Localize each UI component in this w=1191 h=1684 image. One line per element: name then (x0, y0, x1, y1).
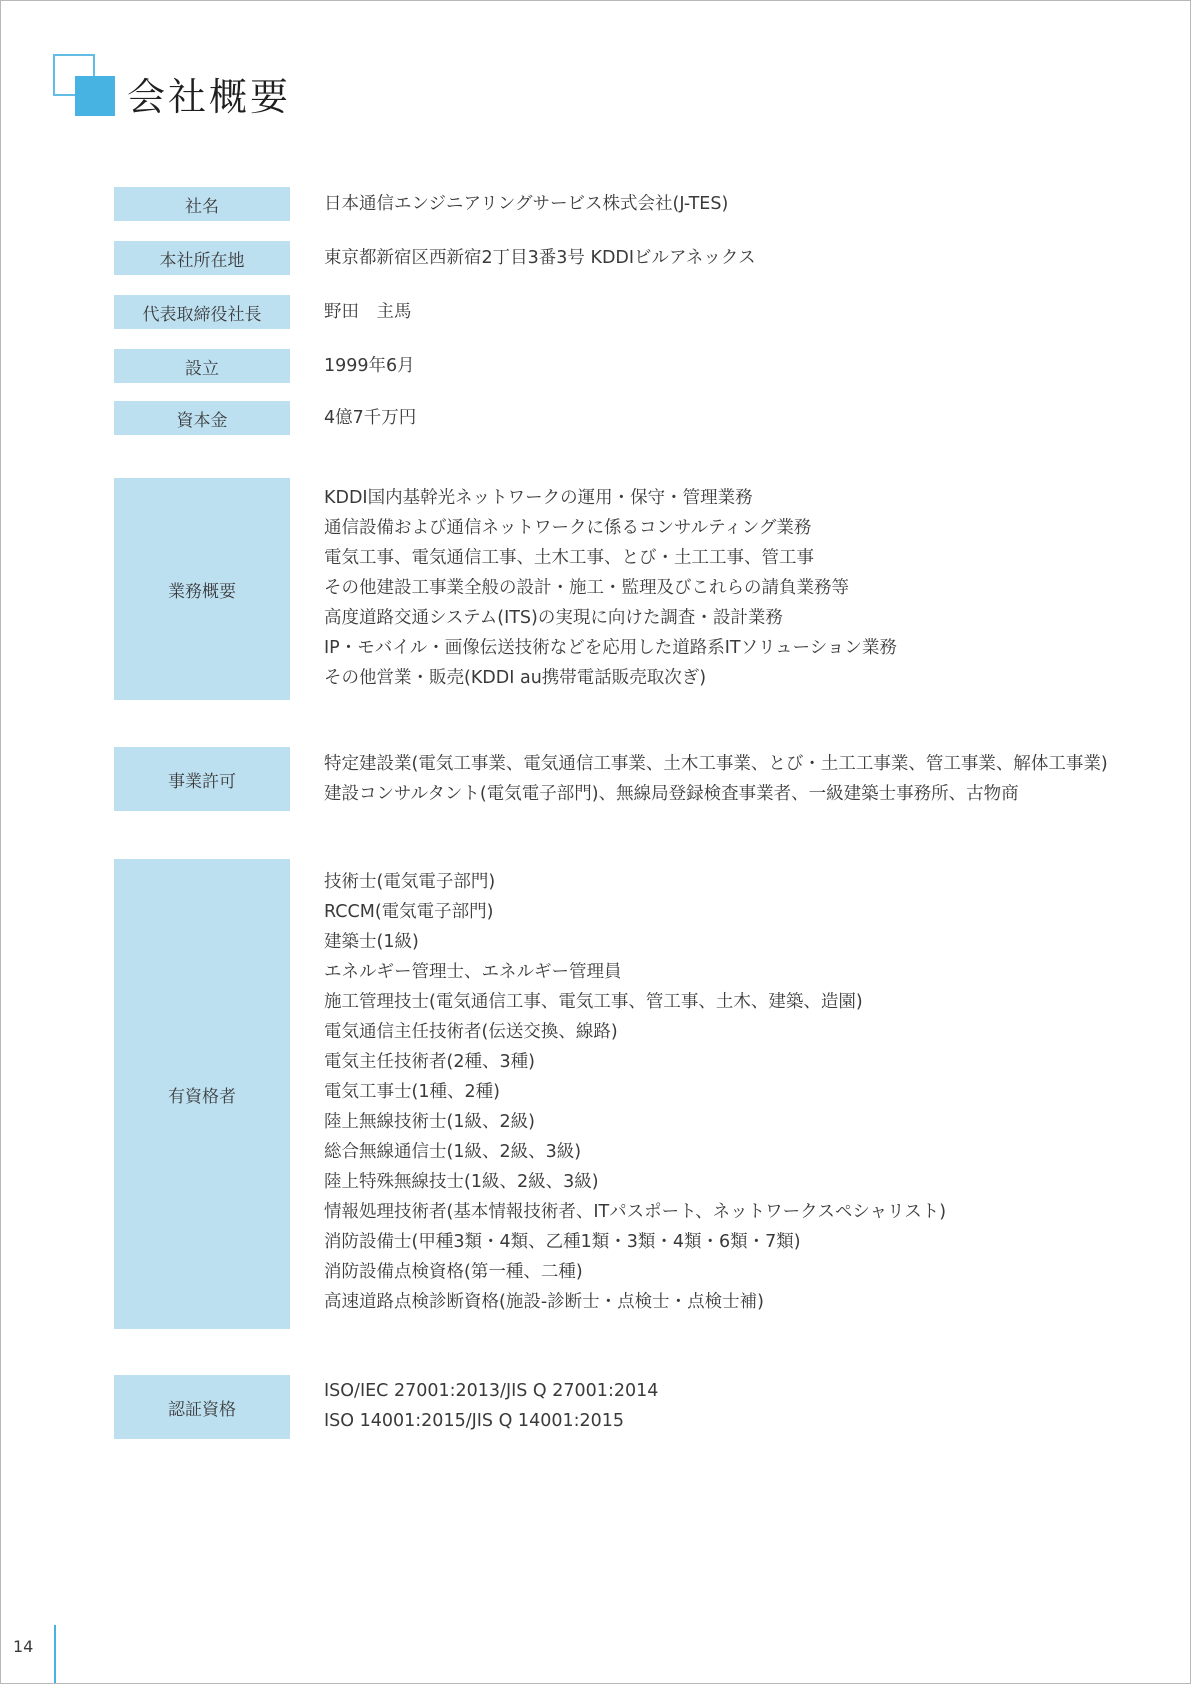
row-value (324, 483, 1104, 693)
row-value (324, 297, 1104, 327)
row-value (324, 1376, 1104, 1436)
value-line: IP・モバイル・画像伝送技術などを応用した道路系ITソリューション業務 (324, 638, 897, 658)
value-line: 電気主任技術者(2種、3種) (324, 1052, 535, 1072)
page-title: 会社概要 (127, 75, 292, 119)
row-label: 資本金 (114, 401, 290, 435)
value-line: その他営業・販売(KDDI au携帯電話販売取次ぎ) (324, 668, 707, 688)
value-line: 総合無線通信士(1級、2級、3級) (324, 1142, 582, 1162)
value-line: ISO/IEC 27001:2013/JIS Q 27001:2014 (324, 1381, 659, 1401)
value-line: 陸上特殊無線技士(1級、2級、3級) (324, 1172, 599, 1192)
value-line: RCCM(電気電子部門) (324, 902, 494, 922)
row-label: 本社所在地 (114, 241, 290, 275)
row-label: 業務概要 (114, 478, 290, 700)
value-line: 通信設備および通信ネットワークに係るコンサルティング業務 (324, 518, 812, 538)
row-label: 社名 (114, 187, 290, 221)
value-line: 情報処理技術者(基本情報技術者、ITパスポート、ネットワークスペシャリスト) (324, 1202, 947, 1222)
value-line: 高度道路交通システム(ITS)の実現に向けた調査・設計業務 (324, 608, 783, 628)
row-label: 事業許可 (114, 747, 290, 811)
value-line: KDDI国内基幹光ネットワークの運用・保守・管理業務 (324, 488, 753, 508)
value-line: 消防設備点検資格(第一種、二種) (324, 1262, 583, 1282)
value-line: エネルギー管理士、エネルギー管理員 (324, 962, 622, 982)
row-label: 代表取締役社長 (114, 295, 290, 329)
row-value (324, 189, 1104, 219)
page-number-divider (54, 1625, 56, 1683)
value-line: 技術士(電気電子部門) (324, 872, 496, 892)
value-line: 1999年6月 (324, 356, 415, 376)
value-line: 野田 主馬 (324, 302, 412, 322)
title-square-icon (53, 54, 115, 116)
value-line: 建築士(1級) (324, 932, 419, 952)
value-line: 4億7千万円 (324, 408, 417, 428)
value-line: 消防設備士(甲種3類・4類、乙種1類・3類・4類・6類・7類) (324, 1232, 801, 1252)
value-line: 高速道路点検診断資格(施設-診断士・点検士・点検士補) (324, 1292, 764, 1312)
row-value (324, 351, 1104, 381)
value-line: その他建設工事業全般の設計・施工・監理及びこれらの請負業務等 (324, 578, 849, 598)
row-value (324, 403, 1104, 433)
row-value (324, 243, 1104, 273)
value-line: 電気通信主任技術者(伝送交換、線路) (324, 1022, 618, 1042)
value-line: 施工管理技士(電気通信工事、電気工事、管工事、土木、建築、造園) (324, 992, 863, 1012)
value-line: 日本通信エンジニアリングサービス株式会社(J-TES) (324, 194, 729, 214)
value-line: 東京都新宿区西新宿2丁目3番3号 KDDIビルアネックス (324, 248, 756, 268)
value-line: ISO 14001:2015/JIS Q 14001:2015 (324, 1411, 625, 1431)
row-label: 認証資格 (114, 1375, 290, 1439)
row-label: 有資格者 (114, 859, 290, 1329)
value-line: 建設コンサルタント(電気電子部門)、無線局登録検査事業者、一級建築士事務所、古物商 (324, 784, 1019, 804)
value-line: 電気工事、電気通信工事、土木工事、とび・土工工事、管工事 (324, 548, 814, 568)
row-label: 設立 (114, 349, 290, 383)
row-value (324, 749, 1108, 809)
value-line: 特定建設業(電気工事業、電気通信工事業、土木工事業、とび・土工工事業、管工事業、解体工事業) (324, 754, 1108, 774)
page-number: 14 (13, 1637, 34, 1656)
value-line: 陸上無線技術士(1級、2級) (324, 1112, 535, 1132)
value-line: 電気工事士(1種、2種) (324, 1082, 500, 1102)
row-value (324, 867, 1104, 1317)
